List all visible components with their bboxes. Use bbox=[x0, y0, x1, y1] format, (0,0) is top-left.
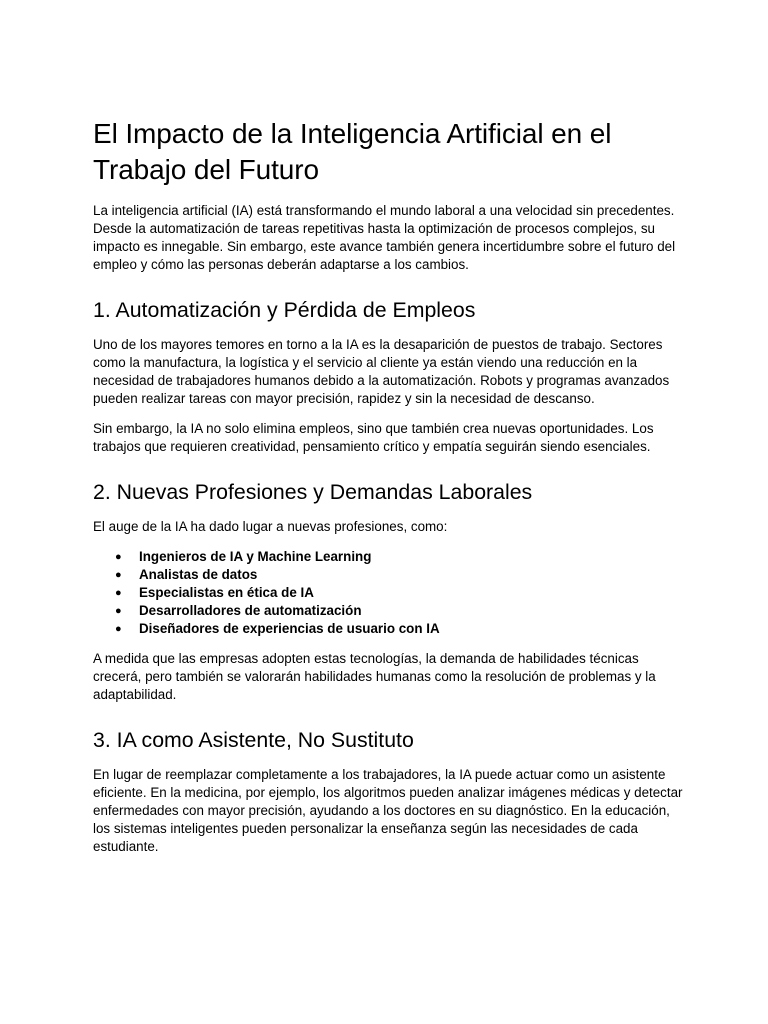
list-item bbox=[115, 584, 683, 602]
section-1-paragraph-1: Uno de los mayores temores en torno a la IA es la desaparición de puestos de trabajo. Sectores como la manufactura, la logística y el servicio al cliente ya están viendo una reducción en la necesidad de trabajadores humanos debido a la automatización. Robots y programas avanzados pueden realizar tareas con mayor precisión, rapidez y sin la necesidad de descanso. bbox=[93, 337, 670, 406]
list-item-text: Analistas de datos bbox=[139, 567, 258, 582]
list-item bbox=[115, 548, 683, 566]
section-2-heading: 2. Nuevas Profesiones y Demandas Laborales bbox=[93, 480, 533, 504]
list-item-text: Diseñadores de experiencias de usuario con IA bbox=[139, 621, 440, 636]
list-item bbox=[115, 566, 683, 584]
section-3-heading: 3. IA como Asistente, No Sustituto bbox=[93, 728, 414, 752]
bullet-icon: ● bbox=[115, 587, 122, 599]
section-3-paragraph-1: En lugar de reemplazar completamente a los trabajadores, la IA puede actuar como un asistente eficiente. En la medicina, por ejemplo, los algoritmos pueden analizar imágenes médicas y detectar enfermedades con mayor precisión, ayudando a los doctores en su diagnóstico. En la educación, los sistemas inteligentes pueden personalizar la enseñanza según las necesidades de cada estudiante. bbox=[93, 767, 683, 854]
list-item-text: Ingenieros de IA y Machine Learning bbox=[139, 549, 372, 564]
section-2-lead: El auge de la IA ha dado lugar a nuevas profesiones, como: bbox=[93, 519, 448, 534]
list-item-text: Desarrolladores de automatización bbox=[139, 603, 362, 618]
bullet-icon: ● bbox=[115, 623, 122, 635]
list-item-text: Especialistas en ética de IA bbox=[139, 585, 314, 600]
bullet-icon: ● bbox=[115, 551, 122, 563]
bullet-icon: ● bbox=[115, 605, 122, 617]
document-title: El Impacto de la Inteligencia Artificial en el Trabajo del Futuro bbox=[93, 118, 612, 185]
intro-paragraph: La inteligencia artificial (IA) está transformando el mundo laboral a una velocidad sin precedentes. Desde la automatización de tareas repetitivas hasta la optimización de procesos complejos, su impacto es innegable. Sin embargo, este avance también genera incertidumbre sobre el futuro del empleo y cómo las personas deberán adaptarse a los cambios. bbox=[93, 203, 676, 272]
section-1-heading: 1. Automatización y Pérdida de Empleos bbox=[93, 298, 476, 322]
section-1-paragraph-2: Sin embargo, la IA no solo elimina empleos, sino que también crea nuevas oportunidades. Los trabajos que requieren creatividad, pensamiento crítico y empatía seguirán siendo esenciales. bbox=[93, 421, 654, 454]
list-item bbox=[115, 602, 683, 620]
section-2-closing: A medida que las empresas adopten estas tecnologías, la demanda de habilidades técnicas crecerá, pero también se valorarán habilidades humanas como la resolución de problemas y la adaptabilidad. bbox=[93, 651, 656, 702]
document-body bbox=[93, 116, 683, 868]
list-item bbox=[115, 620, 683, 638]
professions-list bbox=[93, 548, 683, 638]
bullet-icon: ● bbox=[115, 569, 122, 581]
